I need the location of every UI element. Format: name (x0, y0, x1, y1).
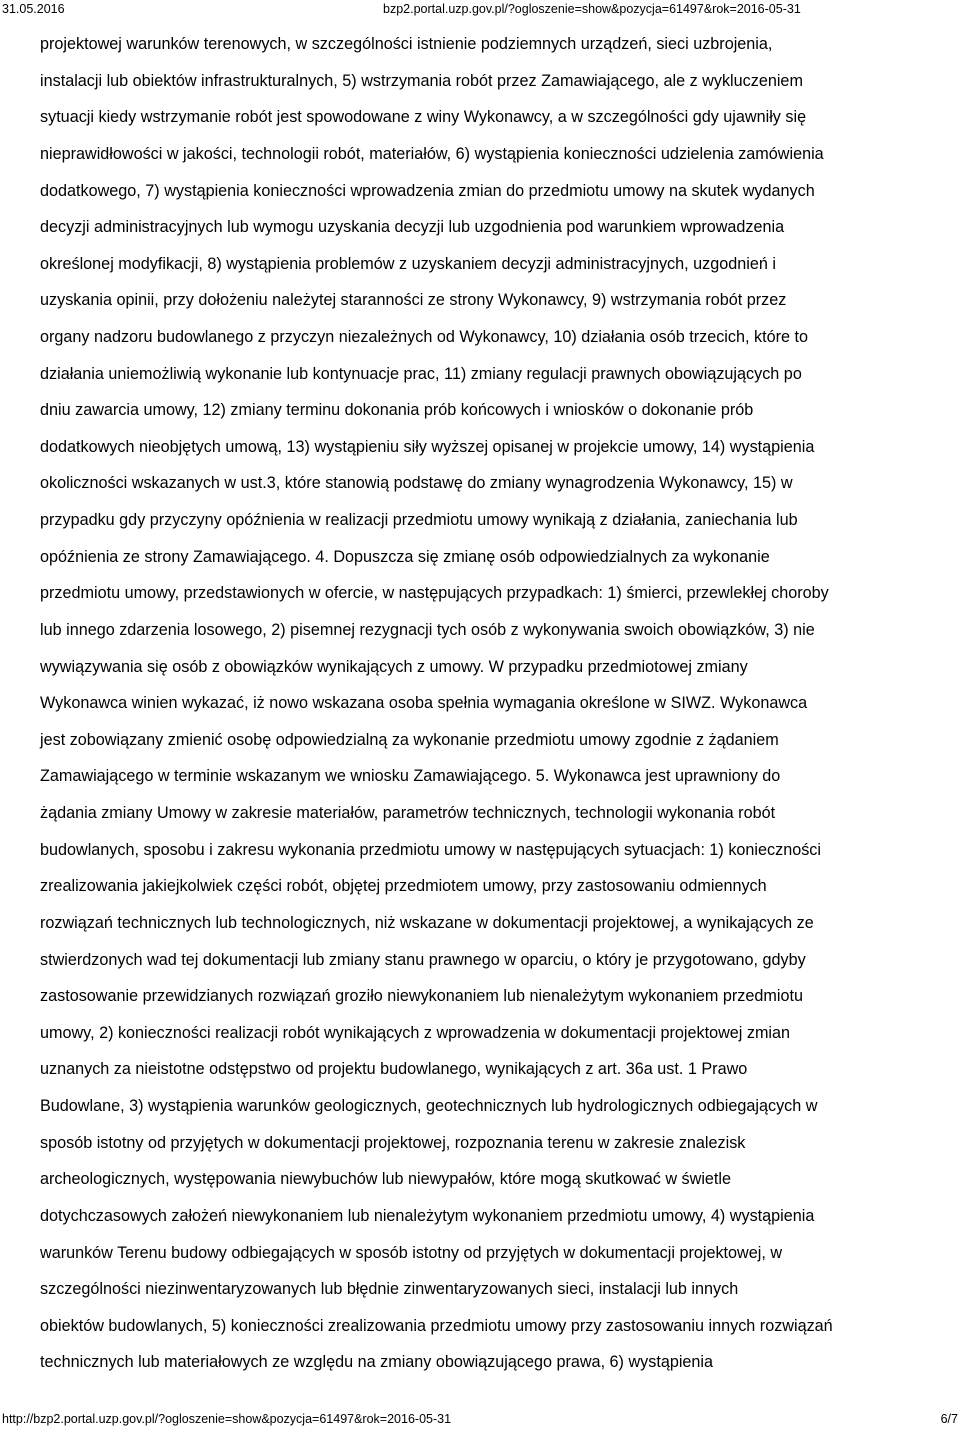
text-line: wywiązywania się osób z obowiązków wynikających z umowy. W przypadku przedmiotowej zmiany (40, 657, 748, 676)
text-line: instalacji lub obiektów infrastrukturalnych, 5) wstrzymania robót przez Zamawiającego, ale z wykluczeniem (40, 71, 803, 90)
text-line: sytuacji kiedy wstrzymanie robót jest spowodowane z winy Wykonawcy, a w szczególności gdy ujawniły się (40, 108, 807, 127)
page-footer (0, 1410, 960, 1430)
text-line: Budowlane, 3) wystąpienia warunków geologicznych, geotechnicznych lub hydrologicznych odbiegających w (40, 1097, 818, 1115)
text-line: dniu zawarcia umowy, 12) zmiany terminu dokonania prób końcowych i wniosków o dokonanie prób (40, 401, 754, 420)
text-line: uzyskania opinii, przy dołożeniu należytej staranności ze strony Wykonawcy, 9) wstrzymania robót przez (40, 291, 787, 310)
text-line: technicznych lub materiałowych ze względu na zmiany obowiązującego prawa, 6) wystąpienia (40, 1353, 714, 1372)
text-line: przedmiotu umowy, przedstawionych w ofercie, w następujących przypadkach: 1) śmierci, przewlekłej choroby (40, 584, 829, 603)
text-line: projektowej warunków terenowych, w szczególności istnienie podziemnych urządzeń, sieci uzbrojenia, (40, 35, 773, 53)
text-line: nieprawidłowości w jakości, technologii robót, materiałów, 6) wystąpienia konieczności udzielenia zamówienia (40, 144, 824, 163)
text-line: działania uniemożliwią wykonanie lub kontynuacje prac, 11) zmiany regulacji prawnych obowiązujących po (40, 364, 802, 383)
text-line: jest zobowiązany zmienić osobę odpowiedzialną za wykonanie przedmiotu umowy zgodnie z żądaniem (40, 730, 779, 749)
text-line: szczególności niezinwentaryzowanych lub błędnie zinwentaryzowanych sieci, instalacji lub innych (40, 1280, 739, 1299)
text-line: sposób istotny od przyjętych w dokumentacji projektowej, rozpoznania terenu w zakresie znalezisk (40, 1133, 746, 1152)
text-line: Wykonawca winien wykazać, iż nowo wskazana osoba spełnia wymagania określone w SIWZ. Wykonawca (40, 694, 808, 713)
text-line: obiektów budowlanych, 5) konieczności zrealizowania przedmiotu umowy przy zastosowaniu innych rozwiązań (40, 1316, 833, 1335)
text-line: zastosowanie przewidzianych rozwiązań groziło niewykonaniem lub nienależytym wykonaniem przedmiotu (40, 987, 803, 1006)
text-line: organy nadzoru budowlanego z przyczyn niezależnych od Wykonawcy, 10) działania osób trzecich, które to (40, 328, 808, 346)
text-line: przypadku gdy przyczyny opóźnienia w realizacji przedmiotu umowy wynikają z działania, zaniechania lub (40, 511, 798, 530)
text-line: dodatkowego, 7) wystąpienia konieczności wprowadzenia zmian do przedmiotu umowy na skutek wydanych (40, 181, 815, 200)
text-line: rozwiązań technicznych lub technologicznych, niż wskazane w dokumentacji projektowej, a wynikających ze (40, 913, 814, 932)
text-line: budowlanych, sposobu i zakresu wykonania przedmiotu umowy w następujących sytuacjach: 1) konieczności (40, 840, 821, 859)
header-url: bzp2.portal.uzp.gov.pl/?ogloszenie=show&pozycja=61497&rok=2016-05-31 (383, 2, 801, 16)
text-line: Zamawiającego w terminie wskazanym we wniosku Zamawiającego. 5. Wykonawca jest uprawniony do (40, 767, 781, 786)
text-line: dodatkowych nieobjętych umową, 13) wystąpieniu siły wyższej opisanej w projekcie umowy, 14) wystąpienia (40, 437, 815, 456)
text-line: uznanych za nieistotne odstępstwo od projektu budowlanego, wynikających z art. 36a ust. 1 Prawo (40, 1060, 748, 1079)
text-line: zrealizowania jakiejkolwiek części robót, objętej przedmiotem umowy, przy zastosowaniu odmiennych (40, 877, 767, 896)
text-line: określonej modyfikacji, 8) wystąpienia problemów z uzyskaniem decyzji administracyjnych, uzgodnień i (40, 254, 776, 273)
text-line: warunków Terenu budowy odbiegających w sposób istotny od przyjętych w dokumentacji projektowej, w (40, 1243, 783, 1262)
text-line: decyzji administracyjnych lub wymogu uzyskania decyzji lub uzgodnienia pod warunkiem wprowadzenia (40, 218, 785, 237)
footer-url: http://bzp2.portal.uzp.gov.pl/?ogloszenie=show&pozycja=61497&rok=2016-05-31 (2, 1412, 452, 1426)
page-number: 6/7 (940, 1412, 958, 1426)
text-line: archeologicznych, występowania niewybuchów lub niewypałów, które mogą skutkować w świetle (40, 1170, 732, 1189)
text-line: dotychczasowych założeń niewykonaniem lub nienależytym wykonaniem przedmiotu umowy, 4) wystąpienia (40, 1206, 815, 1225)
text-line: opóźnienia ze strony Zamawiającego. 4. Dopuszcza się zmianę osób odpowiedzialnych za wykonanie (40, 547, 770, 566)
text-line: żądania zmiany Umowy w zakresie materiałów, parametrów technicznych, technologii wykonania robót (40, 804, 776, 822)
document-body (40, 0, 950, 1400)
text-line: stwierdzonych wad tej dokumentacji lub zmiany stanu prawnego w oparciu, o który je przygotowano, gdyby (40, 950, 806, 969)
text-line: okoliczności wskazanych w ust.3, które stanowią podstawę do zmiany wynagrodzenia Wykonawcy, 15) w (40, 474, 793, 493)
text-line: lub innego zdarzenia losowego, 2) pisemnej rezygnacji tych osób z wykonywania swoich obowiązków, 3) nie (40, 620, 815, 639)
print-date: 31.05.2016 (2, 2, 65, 16)
text-line: umowy, 2) konieczności realizacji robót wynikających z wprowadzenia w dokumentacji projektowej zmian (40, 1023, 791, 1042)
